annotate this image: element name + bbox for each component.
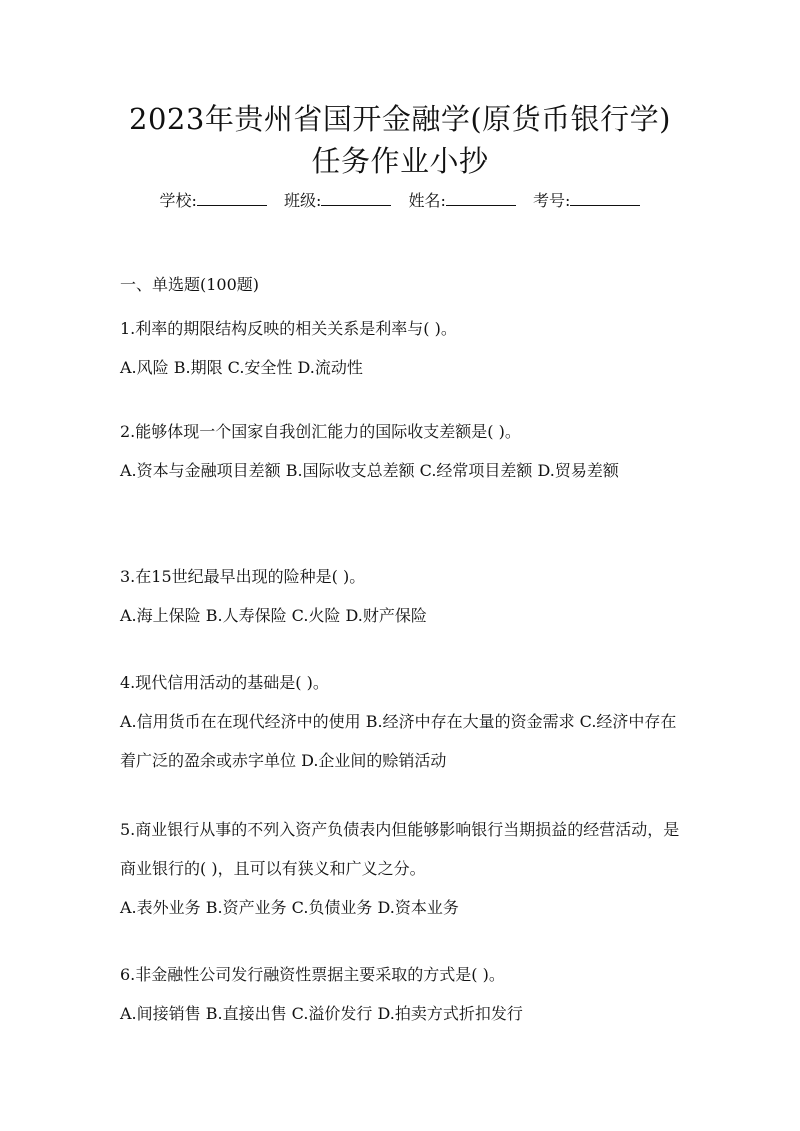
question-3 [120, 557, 686, 635]
question-text: 1.利率的期限结构反映的相关关系是利率与( )。 [120, 319, 457, 338]
question-1 [120, 309, 686, 387]
name-label: 姓名: [408, 191, 446, 210]
question-options: A.表外业务 B.资产业务 C.负债业务 D.资本业务 [120, 898, 459, 917]
name-field [409, 190, 516, 212]
question-text: 3.在15世纪最早出现的险种是( )。 [120, 567, 366, 586]
name-blank [446, 191, 516, 206]
question-text: 2.能够体现一个国家自我创汇能力的国际收支差额是( )。 [120, 422, 521, 441]
school-field [160, 190, 267, 212]
class-label: 班级: [284, 191, 322, 210]
class-blank [321, 191, 391, 206]
question-text: 5.商业银行从事的不列入资产负债表内但能够影响银行当期损益的经营活动，是商业银行的( )，且可以有狭义和广义之分。 [120, 820, 680, 878]
question-options: A.资本与金融项目差额 B.国际收支总差额 C.经常项目差额 D.贸易差额 [120, 461, 619, 480]
document-title [0, 98, 800, 182]
question-4 [120, 663, 686, 780]
school-blank [197, 191, 267, 206]
title-line-1: 2023年贵州省国开金融学(原货币银行学) [129, 102, 671, 136]
question-5 [120, 810, 686, 927]
question-options: A.信用货币在在现代经济中的使用 B.经济中存在大量的资金需求 C.经济中存在着广泛的盈余或赤字单位 D.企业间的赊销活动 [120, 712, 677, 770]
student-info-line [0, 190, 800, 212]
question-text: 6.非金融性公司发行融资性票据主要采取的方式是( )。 [120, 965, 505, 984]
exam-number-field [533, 190, 640, 212]
question-options: A.风险 B.期限 C.安全性 D.流动性 [120, 358, 363, 377]
class-field [284, 190, 391, 212]
question-options: A.间接销售 B.直接出售 C.溢价发行 D.拍卖方式折扣发行 [120, 1004, 523, 1023]
title-line-2: 任务作业小抄 [311, 144, 489, 178]
school-label: 学校: [159, 191, 197, 210]
question-6 [120, 955, 686, 1033]
exam-number-blank [570, 191, 640, 206]
question-text: 4.现代信用活动的基础是( )。 [120, 673, 329, 692]
section-heading: 一、单选题(100题) [120, 275, 260, 294]
question-2 [120, 412, 686, 490]
question-options: A.海上保险 B.人寿保险 C.火险 D.财产保险 [120, 606, 427, 625]
exam-number-label: 考号: [533, 191, 571, 210]
